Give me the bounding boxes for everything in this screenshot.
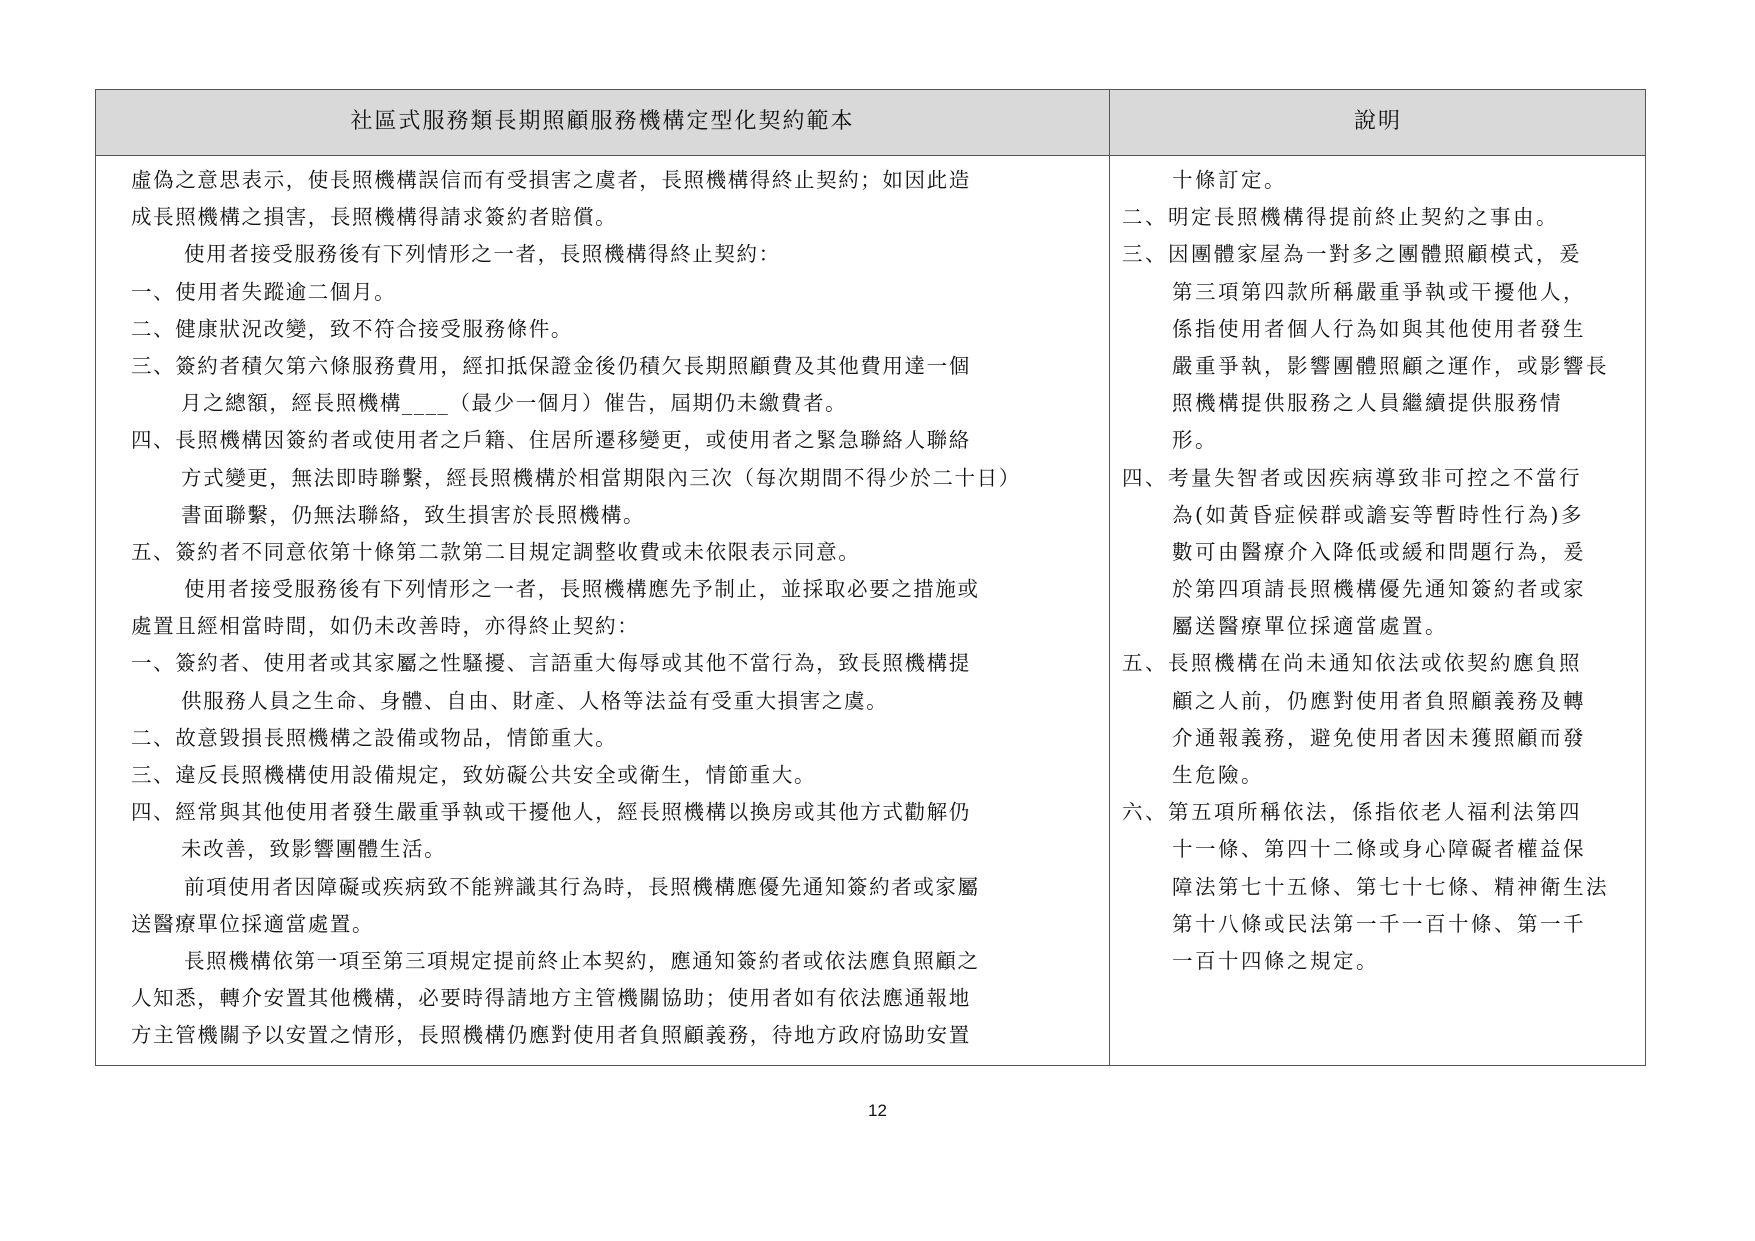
contract-text-line: 前項使用者因障礙或疾病致不能辨識其行為時，長照機構應優先通知簽約者或家屬 — [184, 874, 980, 899]
contract-text-line: 虛偽之意思表示，使長照機構誤信而有受損害之虞者，長照機構得終止契約；如因此造 — [131, 168, 971, 192]
contract-text-line: 使用者接受服務後有下列情形之一者，長照機構得終止契約： — [184, 242, 781, 267]
explanation-text-line: 照機構提供服務之人員繼續提供服務情 — [1172, 391, 1563, 416]
explanation-text-line: 六、第五項所稱依法，係指依老人福利法第四 — [1122, 800, 1582, 825]
contract-text-line: 成長照機構之損害，長照機構得請求簽約者賠償。 — [131, 205, 618, 230]
table-header-row — [96, 90, 1645, 156]
contract-text-line: 二、故意毀損長照機構之設備或物品，情節重大。 — [131, 725, 618, 750]
explanation-text-line: 十條訂定。 — [1172, 168, 1287, 192]
contract-text-line: 三、違反長照機構使用設備規定，致妨礙公共安全或衛生，情節重大。 — [131, 763, 817, 787]
explanation-text-line: 三、因團體家屋為一對多之團體照顧模式，爰 — [1122, 242, 1582, 267]
explanation-text-line: 嚴重爭執，影響團體照顧之運作，或影響長 — [1172, 353, 1609, 378]
explanation-text-line: 十一條、第四十二條或身心障礙者權益保 — [1172, 837, 1586, 862]
explanation-text-line: 第三項第四款所稱嚴重爭執或干擾他人， — [1172, 279, 1586, 304]
contract-text-line: 四、經常與其他使用者發生嚴重爭執或干擾他人，經長照機構以換房或其他方式勸解仍 — [131, 800, 971, 825]
explanation-text-line: 介通報義務，避免使用者因未獲照顧而發 — [1172, 725, 1586, 750]
contract-text-line: 四、長照機構因簽約者或使用者之戶籍、住居所遷移變更，或使用者之緊急聯絡人聯絡 — [131, 428, 971, 453]
explanation-text-line: 一百十四條之規定。 — [1172, 948, 1379, 973]
explanation-text-line: 生危險。 — [1172, 763, 1264, 787]
explanation-text-line: 二、明定長照機構得提前終止契約之事由。 — [1122, 205, 1559, 230]
contract-text-line: 送醫療單位採適當處置。 — [131, 911, 375, 936]
explanation-text-line: 於第四項請長照機構優先通知簽約者或家 — [1172, 577, 1586, 602]
contract-text-line: 長照機構依第一項至第三項規定提前終止本契約，應通知簽約者或依法應負照顧之 — [184, 948, 980, 973]
explanation-text-line: 形。 — [1172, 428, 1218, 453]
contract-template-title: 社區式服務類長期照顧服務機構定型化契約範本 — [350, 109, 855, 134]
contract-text-line: 處置且經相當時間，如仍未改善時，亦得終止契約： — [131, 614, 640, 639]
explanation-text-line: 數可由醫療介入降低或緩和問題行為，爰 — [1172, 539, 1586, 564]
explanation-text-line: 顧之人前，仍應對使用者負照顧義務及轉 — [1172, 688, 1586, 713]
contract-text-line: 五、簽約者不同意依第十條第二款第二目規定調整收費或未依限表示同意。 — [131, 539, 861, 564]
explanation-column — [1122, 162, 1637, 980]
explanation-text-line: 係指使用者個人行為如與其他使用者發生 — [1172, 316, 1586, 341]
explanation-text-line: 屬送醫療單位採適當處置。 — [1172, 614, 1448, 639]
explanation-text-line: 第十八條或民法第一千一百十條、第一千 — [1172, 911, 1586, 936]
column-divider — [1109, 90, 1110, 1065]
page-number: 12 — [868, 1101, 887, 1120]
explanation-text-line: 障法第七十五條、第七十七條、精神衛生法 — [1172, 874, 1609, 899]
contract-text-line: 月之總額，經長照機構____（最少一個月）催告，屆期仍未繳費者。 — [181, 391, 848, 416]
explanation-title: 說明 — [1353, 109, 1402, 134]
contract-text-line: 一、使用者失蹤逾二個月。 — [131, 279, 397, 304]
explanation-text-line: 為(如黃昏症候群或譫妄等暫時性行為)多 — [1172, 502, 1584, 527]
contract-text-line: 使用者接受服務後有下列情形之一者，長照機構應先予制止，並採取必要之措施或 — [184, 577, 980, 602]
contract-text-line: 三、簽約者積欠第六條服務費用，經扣抵保證金後仍積欠長期照顧費及其他費用達一個 — [131, 353, 971, 378]
contract-text-line: 供服務人員之生命、身體、自由、財產、人格等法益有受重大損害之虞。 — [181, 688, 889, 713]
contract-text-line: 一、簽約者、使用者或其家屬之性騷擾、言語重大侮辱或其他不當行為，致長照機構提 — [131, 651, 971, 676]
contract-table — [95, 89, 1646, 1066]
contract-text-line: 書面聯繫，仍無法聯絡，致生損害於長照機構。 — [181, 502, 646, 527]
contract-text-line: 方式變更，無法即時聯繫，經長照機構於相當期限內三次（每次期間不得少於二十日） — [181, 465, 1021, 490]
explanation-text-line: 四、考量失智者或因疾病導致非可控之不當行 — [1122, 465, 1582, 490]
contract-text-line: 方主管機關予以安置之情形，長照機構仍應對使用者負照顧義務，待地方政府協助安置 — [131, 1023, 971, 1048]
explanation-text-line: 五、長照機構在尚未通知依法或依契約應負照 — [1122, 651, 1582, 676]
contract-text-line: 未改善，致影響團體生活。 — [181, 837, 447, 862]
contract-text-column — [131, 162, 1101, 1055]
contract-text-line: 人知悉，轉介安置其他機構，必要時得請地方主管機關協助；使用者如有依法應通報地 — [131, 986, 971, 1011]
contract-text-line: 二、健康狀況改變，致不符合接受服務條件。 — [131, 316, 573, 341]
